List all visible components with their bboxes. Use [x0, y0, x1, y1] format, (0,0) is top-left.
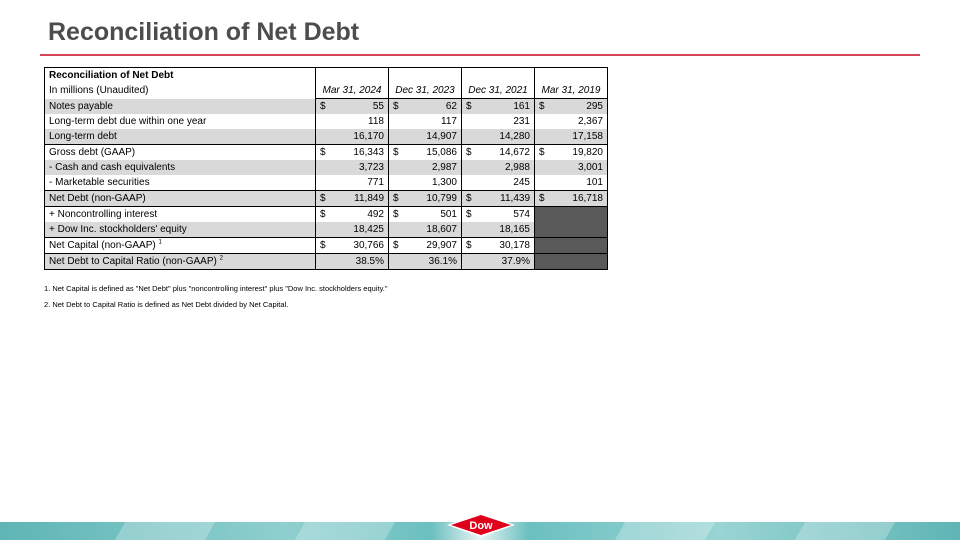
cell-value: 19,820 [572, 147, 603, 158]
footnote-marker: 2 [219, 255, 223, 262]
currency-symbol: $ [539, 147, 545, 158]
currency-symbol: $ [466, 147, 472, 158]
cell-value: 17,158 [535, 129, 608, 145]
row-label: Net Capital (non-GAAP) $^1$ [45, 238, 316, 254]
row-label: + Dow Inc. stockholders' equity [45, 222, 316, 238]
title-divider [40, 54, 920, 56]
table-row [45, 114, 608, 129]
row-label: Long-term debt [45, 129, 316, 145]
cell-value: 15,086 [426, 147, 457, 158]
empty-cell [535, 207, 608, 223]
row-label: Gross debt (GAAP) [45, 145, 316, 161]
cell-value: 18,165 [462, 222, 535, 238]
cell-value: 2,987 [389, 160, 462, 175]
empty-cell [535, 254, 608, 270]
cell-value: 2,367 [535, 114, 608, 129]
logo-text: Dow [469, 520, 493, 532]
row-label: - Marketable securities [45, 175, 316, 191]
table-row [45, 160, 608, 175]
cell-value: 295 [586, 101, 603, 112]
currency-symbol: $ [539, 101, 545, 112]
empty-cell [535, 238, 608, 254]
cell-value: 37.9% [462, 254, 535, 270]
currency-symbol: $ [393, 209, 399, 220]
currency-symbol: $ [320, 193, 326, 204]
cell-value: 55 [372, 101, 384, 112]
row-label: Long-term debt due within one year [45, 114, 316, 129]
currency-symbol: $ [466, 240, 472, 251]
cell-value: 36.1% [389, 254, 462, 270]
cell-value: 14,672 [499, 147, 530, 158]
currency-symbol: $ [393, 147, 399, 158]
cell-value: 492 [367, 209, 384, 220]
footnote-1: 1. Net Capital is defined as "Net Debt" plus "noncontrolling interest" plus "Dow Inc. stockholders equity." [44, 284, 388, 293]
currency-symbol: $ [466, 193, 472, 204]
cell-value: 16,343 [353, 147, 384, 158]
cell-value: 231 [462, 114, 535, 129]
table-subtitle: In millions (Unaudited) [45, 83, 316, 99]
dow-diamond-logo-icon [446, 512, 516, 538]
table-row [45, 99, 608, 115]
cell-value: 245 [462, 175, 535, 191]
cell-value: 101 [535, 175, 608, 191]
cell-value: 501 [440, 209, 457, 220]
row-label: Net Debt (non-GAAP) [45, 191, 316, 207]
currency-symbol: $ [393, 240, 399, 251]
cell-value: 3,001 [535, 160, 608, 175]
cell-value: 14,280 [462, 129, 535, 145]
footnote-2: 2. Net Debt to Capital Ratio is defined as Net Debt divided by Net Capital. [44, 300, 289, 309]
table-row [45, 238, 608, 254]
cell-value: 1,300 [389, 175, 462, 191]
currency-symbol: $ [320, 101, 326, 112]
column-header: Dec 31, 2021 [462, 83, 535, 99]
cell-value: 30,178 [499, 240, 530, 251]
currency-symbol: $ [393, 193, 399, 204]
row-label: - Cash and cash equivalents [45, 160, 316, 175]
row-label: + Noncontrolling interest [45, 207, 316, 223]
cell-value: 30,766 [353, 240, 384, 251]
cell-value: 62 [445, 101, 457, 112]
currency-symbol: $ [320, 147, 326, 158]
cell-value: 161 [513, 101, 530, 112]
cell-value: 118 [316, 114, 389, 129]
cell-value: 574 [513, 209, 530, 220]
table-row [45, 175, 608, 191]
cell-value: 16,170 [316, 129, 389, 145]
table-row [45, 145, 608, 161]
column-header: Mar 31, 2024 [316, 83, 389, 99]
cell-value: 38.5% [316, 254, 389, 270]
cell-value: 18,607 [389, 222, 462, 238]
currency-symbol: $ [320, 240, 326, 251]
cell-value: 16,718 [572, 193, 603, 204]
column-header: Dec 31, 2023 [389, 83, 462, 99]
cell-value: 2,988 [462, 160, 535, 175]
row-label: Net Debt to Capital Ratio (non-GAAP) $^2$ [45, 254, 316, 270]
currency-symbol: $ [393, 101, 399, 112]
row-label: Notes payable [45, 99, 316, 115]
cell-value: 11,849 [354, 193, 384, 204]
table-row [45, 129, 608, 145]
page-title: Reconciliation of Net Debt [48, 18, 360, 46]
cell-value: 771 [316, 175, 389, 191]
currency-symbol: $ [466, 209, 472, 220]
cell-value: 10,799 [426, 193, 457, 204]
net-debt-reconciliation-table [44, 67, 608, 270]
table-row [45, 207, 608, 223]
table-row [45, 254, 608, 270]
cell-value: 29,907 [426, 240, 457, 251]
table-row [45, 191, 608, 207]
empty-cell [535, 222, 608, 238]
table-title: Reconciliation of Net Debt [45, 68, 316, 84]
footnote-marker: 1 [158, 239, 162, 246]
table-row [45, 222, 608, 238]
cell-value: 3,723 [316, 160, 389, 175]
currency-symbol: $ [466, 101, 472, 112]
cell-value: 11,439 [500, 193, 530, 204]
currency-symbol: $ [320, 209, 326, 220]
cell-value: 117 [389, 114, 462, 129]
currency-symbol: $ [539, 193, 545, 204]
column-header: Mar 31, 2019 [535, 83, 608, 99]
cell-value: 18,425 [316, 222, 389, 238]
cell-value: 14,907 [389, 129, 462, 145]
